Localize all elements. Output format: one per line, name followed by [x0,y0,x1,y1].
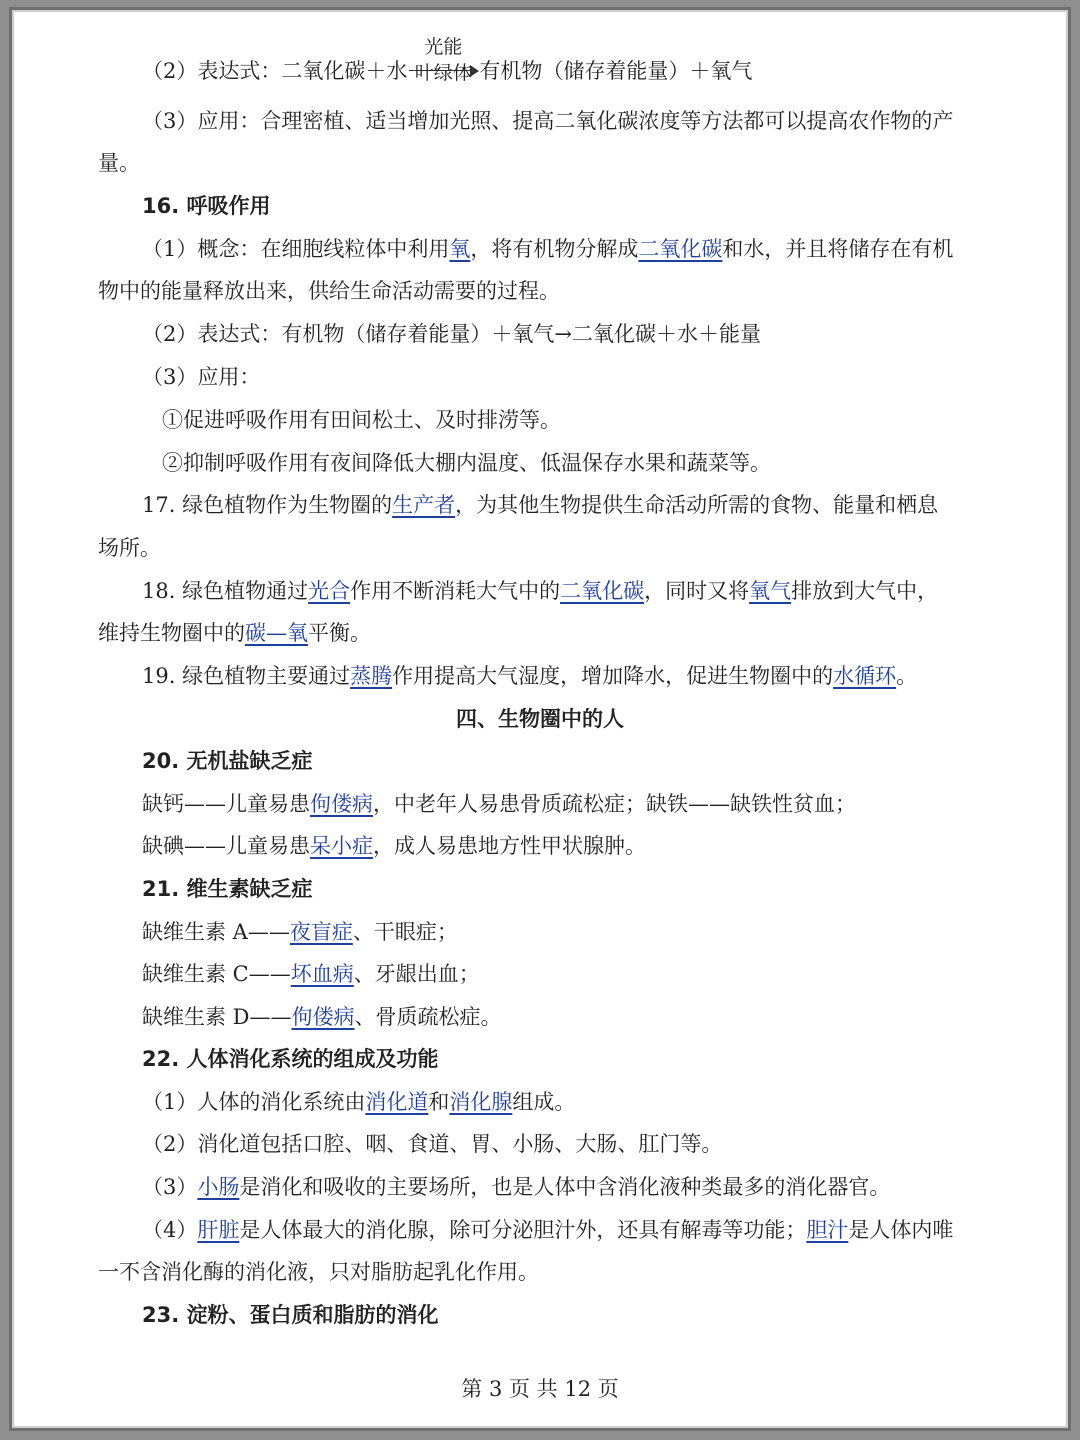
text: 和 [428,1090,450,1114]
keyword-oxygen-gas: 氧气 [749,579,792,603]
item21-line3 [142,1002,502,1032]
item15-application-line2: 量。 [98,151,140,175]
text: （1）人体的消化系统由 [142,1090,366,1114]
item20-heading: 20. 无机盐缺乏症 [142,749,313,773]
keyword-bile: 胆汁 [806,1218,849,1242]
keyword-scurvy: 坏血病 [290,962,354,986]
item22-sub3 [142,1172,890,1202]
text: ，将有机物分解成 [470,237,639,261]
item19-line [142,661,917,691]
item23-heading: 23. 淀粉、蛋白质和脂肪的消化 [142,1303,439,1327]
formula-reactants: （2）表达式：二氧化碳＋水 [142,59,408,83]
item21-line2 [142,959,480,989]
item22-heading: 22. 人体消化系统的组成及功能 [142,1047,439,1071]
keyword-transpiration: 蒸腾 [350,664,393,688]
formula-products: 有机物（储存着能量）＋氧气 [479,59,753,83]
text: 是人体最大的消化腺，除可分泌胆汁外，还具有解毒等功能； [239,1218,807,1242]
item16-expression: （2）表达式：有机物（储存着能量）＋氧气→二氧化碳＋水＋能量 [142,322,761,346]
keyword-digestive-tract: 消化道 [365,1090,429,1114]
item22-sub4-line1 [142,1215,953,1245]
keyword-producer: 生产者 [392,493,456,517]
keyword-carbon-dioxide: 二氧化碳 [560,579,645,603]
text: 18. 绿色植物通过 [142,579,309,603]
item17-line2: 场所。 [98,536,161,560]
keyword-rickets: 佝偻病 [291,1005,355,1029]
text: 是人体内唯 [848,1218,954,1242]
text: ，同时又将 [644,579,750,603]
item22-sub1 [142,1087,575,1117]
text: 组成。 [512,1090,576,1114]
document-page [12,10,1068,1428]
text: 、牙龈出血； [353,962,480,986]
text: 排放到大气中， [791,579,939,603]
text: 19. 绿色植物主要通过 [142,664,351,688]
item18-line1 [142,576,938,606]
item15-application-line1: （3）应用：合理密植、适当增加光照、提高二氧化碳浓度等方法都可以提高农作物的产 [142,109,954,133]
item16-application: （3）应用： [142,365,261,389]
keyword-small-intestine: 小肠 [197,1175,240,1199]
text: 缺维生素 D—— [142,1005,292,1029]
formula-condition-chloroplast: 叶绿体 [414,62,472,84]
text: 、干眼症； [352,920,458,944]
item16-application-2: ②抑制呼吸作用有夜间降低大棚内温度、低温保存水果和蔬菜等。 [162,451,771,475]
text: 17. 绿色植物作为生物圈的 [142,493,393,517]
text: 维持生物圈中的 [98,621,245,645]
item18-line2 [98,618,371,648]
text: 和水，并且将储存在有机 [722,237,954,261]
text: 作用不断消耗大气中的 [350,579,561,603]
section-heading: 四、生物圈中的人 [456,707,624,731]
text: （4） [142,1218,198,1242]
keyword-liver: 肝脏 [197,1218,240,1242]
text: 缺维生素 C—— [142,962,291,986]
item16-concept-line1 [142,234,953,264]
text: ，中老年人易患骨质疏松症；缺铁——缺铁性贫血； [373,792,856,816]
keyword-rickets: 佝偻病 [310,792,373,816]
item16-application-1: ①促进呼吸作用有田间松土、及时排涝等。 [162,408,561,432]
item20-line1 [142,789,856,819]
text: 缺维生素 A—— [142,920,290,944]
text: 平衡。 [308,621,371,645]
text: 作用提高大气湿度，增加降水，促进生物圈中的 [392,664,834,688]
formula-condition-arrow [407,36,479,86]
page-number: 第 3 页 共 12 页 [461,1377,619,1401]
text: ，为其他生物提供生命活动所需的食物、能量和栖息 [455,493,939,517]
keyword-digestive-glands: 消化腺 [449,1090,513,1114]
keyword-carbon-dioxide: 二氧化碳 [638,237,723,261]
keyword-carbon-oxygen: 碳—氧 [245,621,308,645]
item22-sub4-line2: 一不含消化酶的消化液，只对脂肪起乳化作用。 [98,1260,539,1284]
keyword-oxygen: 氧 [449,237,471,261]
keyword-cretinism: 呆小症 [310,834,373,858]
keyword-night-blindness: 夜盲症 [289,920,353,944]
item17-line1 [142,490,938,520]
text: 、骨质疏松症。 [354,1005,502,1029]
formula-condition-light: 光能 [424,36,463,58]
keyword-water-cycle: 水循环 [833,664,897,688]
item20-line2 [142,831,646,861]
text: 缺钙——儿童易患 [142,792,310,816]
text: （1）概念：在细胞线粒体中利用 [142,237,450,261]
item16-heading: 16. 呼吸作用 [142,194,271,218]
item22-sub2: （2）消化道包括口腔、咽、食道、胃、小肠、大肠、肛门等。 [142,1132,723,1156]
text: （3） [142,1175,198,1199]
text: 。 [896,664,918,688]
text: 是消化和吸收的主要场所，也是人体中含消化液种类最多的消化器官。 [239,1175,891,1199]
item16-concept-line2: 物中的能量释放出来，供给生命活动需要的过程。 [98,279,560,303]
text: 缺碘——儿童易患 [142,834,310,858]
keyword-photosynthesis: 光合 [308,579,351,603]
item21-line1 [142,917,458,947]
text: ，成人易患地方性甲状腺肿。 [373,834,646,858]
item21-heading: 21. 维生素缺乏症 [142,877,313,901]
photosynthesis-formula [142,36,753,86]
